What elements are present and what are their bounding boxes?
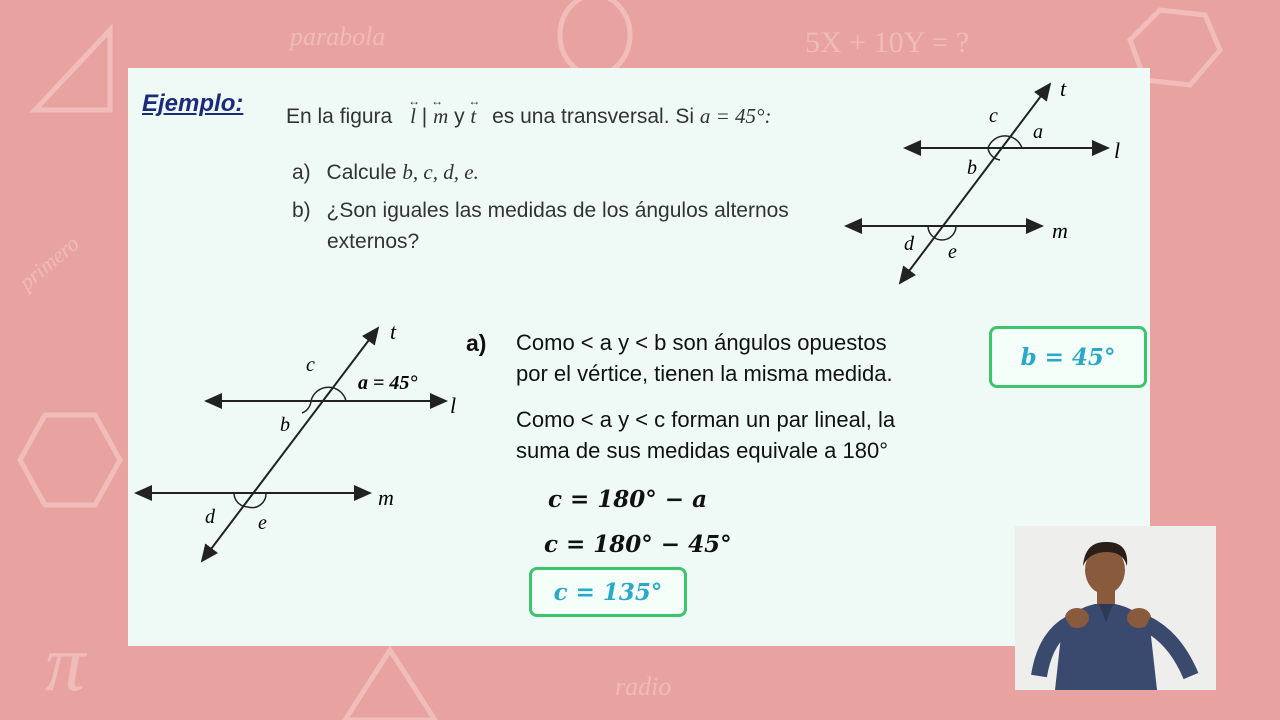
solution-part-label: a) [466,330,487,356]
problem-statement [286,104,771,129]
label-b-top: b [967,157,977,179]
bg-word-radio: radio [615,672,672,701]
question-a-text: Calcule [326,161,397,184]
question-a-vars: b, c, d, e. [402,160,479,184]
label-l-sol: l [450,393,457,418]
bg-word-parabola: parabola [290,22,386,51]
lesson-slide [128,68,1150,646]
svg-text:π: π [45,620,86,708]
question-b-text: ¿Son iguales las medidas de los ángulos alternos [326,199,789,222]
label-d-top: d [904,233,914,255]
question-a-marker: a) [292,161,311,184]
label-e-top: e [948,241,957,263]
solution-p2-line1: Como < a y < c forman un par lineal, la [516,407,896,432]
equation-1: c = 180° − a [548,486,707,513]
interpreter-video [1015,526,1216,690]
solution-p2 [516,404,895,466]
result-c: c = 135° [553,578,663,606]
label-m-sol: m [378,485,394,510]
statement-post: es una transversal. Si [492,105,695,128]
question-b-marker: b) [292,199,311,222]
question-a [292,160,479,185]
result-b: b = 45° [1020,343,1116,371]
label-e-sol: e [258,512,267,534]
bg-word-primero: primero [13,230,84,295]
result-box-b [989,326,1147,388]
question-b [292,199,789,223]
figure-solution [128,313,458,573]
label-a-top: a [1033,121,1043,143]
statement-cond: a = 45°: [699,104,772,128]
question-b-cont: externos? [327,230,420,253]
result-box-c [529,567,687,617]
label-t-top: t [1060,76,1067,101]
solution-p1-line2: por el vértice, tienen la misma medida. [516,361,893,386]
solution-p1 [516,327,893,389]
bg-equation: 5X + 10Y = ? [805,26,970,59]
var-t: ↔ t [470,104,476,129]
parallel-symbol: | [421,105,434,128]
label-a-value: a = 45° [358,372,418,394]
example-heading: Ejemplo: [142,90,244,117]
statement-pre: En la figura [286,105,393,128]
conj-y: y [454,105,471,128]
label-c-sol: c [306,354,315,376]
solution-p2-line2: suma de sus medidas equivale a 180° [516,438,889,463]
label-m-top: m [1052,218,1068,243]
solution-p1-line1: Como < a y < b son ángulos opuestos [516,330,887,355]
var-l: ↔ l [410,104,416,129]
label-d-sol: d [205,506,215,528]
label-b-sol: b [280,414,290,436]
equation-2: c = 180° − 45° [544,531,732,558]
var-m: ↔ m [433,104,448,129]
label-l-top: l [1114,138,1121,163]
figure-top [830,68,1150,298]
label-t-sol: t [390,319,397,344]
interpreter-figure [1015,526,1216,690]
label-c-top: c [989,105,998,127]
